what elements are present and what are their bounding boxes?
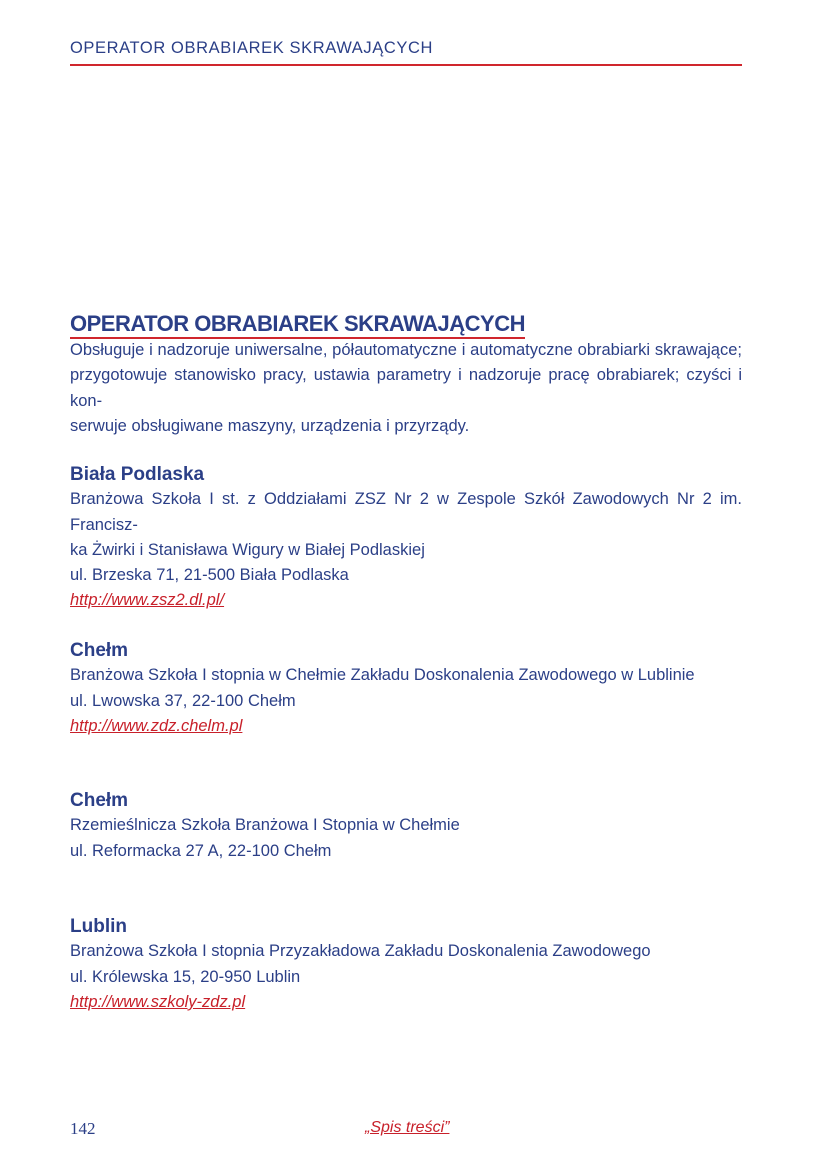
description-line: Obsługuje i nadzoruje uniwersalne, półautomatyczne i automatyczne obrabiarki skrawające; bbox=[70, 341, 742, 359]
school-address: ul. Reformacka 27 A, 22-100 Chełm bbox=[70, 841, 332, 860]
table-of-contents-link[interactable]: „Spis treści” bbox=[365, 1119, 450, 1136]
school-address: ul. Królewska 15, 20-950 Lublin bbox=[70, 967, 301, 986]
school-address: ul. Lwowska 37, 22-100 Chełm bbox=[70, 691, 296, 710]
school-entry bbox=[70, 914, 742, 1015]
school-name: Rzemieślnicza Szkoła Branżowa I Stopnia w Chełmie bbox=[70, 816, 460, 835]
school-name: Branżowa Szkoła I st. z Oddziałami ZSZ Nr 2 w Zespole Szkół Zawodowych Nr 2 im. Francisz- bbox=[70, 490, 742, 534]
school-entry bbox=[70, 462, 742, 614]
school-address: ul. Brzeska 71, 21-500 Biała Podlaska bbox=[70, 566, 349, 585]
school-name: Branżowa Szkoła I stopnia w Chełmie Zakładu Doskonalenia Zawodowego w Lublinie bbox=[70, 666, 695, 685]
school-entry bbox=[70, 638, 742, 739]
school-city: Biała Podlaska bbox=[70, 464, 205, 485]
school-entry bbox=[70, 788, 742, 864]
section-title: OPERATOR OBRABIAREK SKRAWAJĄCYCH bbox=[70, 310, 525, 339]
header-divider bbox=[70, 64, 742, 66]
school-website-link[interactable]: http://www.szkoly-zdz.pl bbox=[70, 992, 246, 1011]
school-city: Chełm bbox=[70, 790, 129, 811]
running-header: OPERATOR OBRABIAREK SKRAWAJĄCYCH bbox=[70, 39, 434, 57]
school-name: Branżowa Szkoła I stopnia Przyzakładowa Zakładu Doskonalenia Zawodowego bbox=[70, 942, 651, 961]
page-number: 142 bbox=[70, 1119, 96, 1138]
school-city: Lublin bbox=[70, 916, 127, 937]
school-city: Chełm bbox=[70, 640, 129, 661]
school-name: ka Żwirki i Stanisława Wigury w Białej Podlaskiej bbox=[70, 540, 425, 559]
school-website-link[interactable]: http://www.zsz2.dl.pl/ bbox=[70, 591, 225, 610]
section-description bbox=[70, 338, 742, 439]
description-line: przygotowuje stanowisko pracy, ustawia parametry i nadzoruje pracę obrabiarek; czyści i kon- bbox=[70, 366, 742, 410]
school-website-link[interactable]: http://www.zdz.chelm.pl bbox=[70, 716, 243, 735]
description-line: serwuje obsługiwane maszyny, urządzenia i przyrządy. bbox=[70, 416, 470, 435]
